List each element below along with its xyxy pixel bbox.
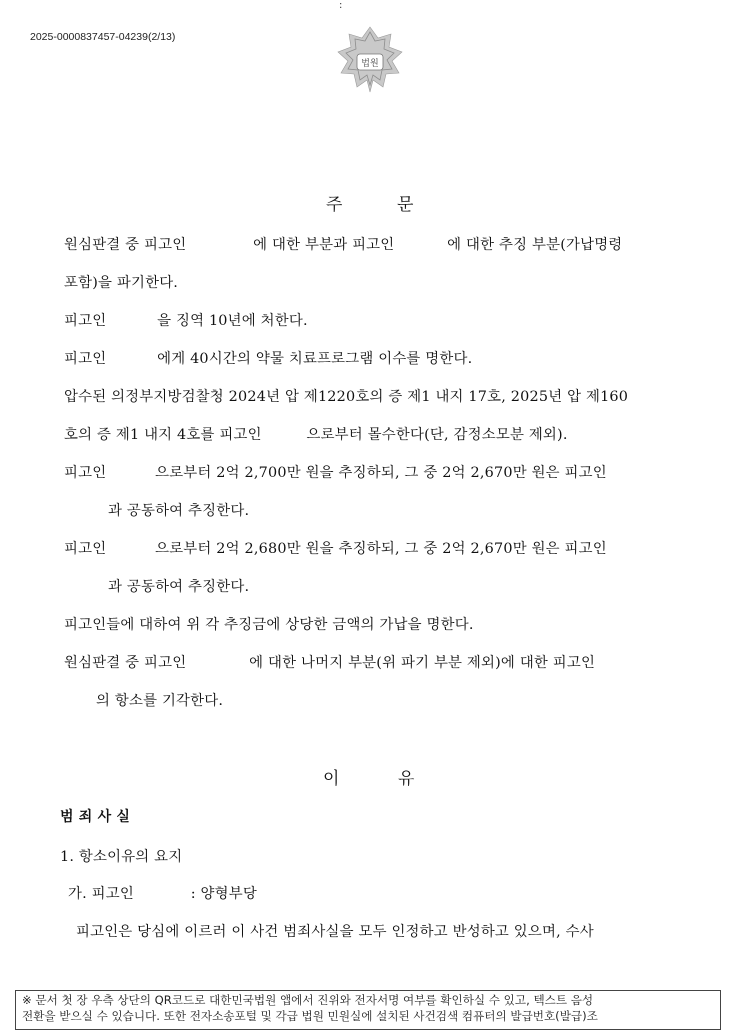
top-mark: : — [339, 0, 343, 11]
order-line-1: 원심판결 중 피고인 에 대한 부분과 피고인 에 대한 추징 부분(가납명령 — [64, 237, 623, 253]
order-heading-left: 주 — [326, 195, 343, 215]
court-seal-icon — [333, 24, 407, 96]
verification-notice — [15, 990, 721, 1030]
order-line-2: 포함)을 파기한다. — [64, 275, 179, 291]
reasons-heading-left: 이 — [323, 769, 340, 789]
appeal-item-1a: 가. 피고인 : 양형부당 — [68, 886, 257, 902]
order-heading-right: 문 — [397, 195, 414, 215]
order-line-7: 피고인 으로부터 2억 2,700만 원을 추징하되, 그 중 2억 2,670만 원은 피고인 — [64, 465, 607, 481]
order-line-8: 과 공동하여 추징한다. — [108, 503, 250, 519]
notice-line-2: 전환을 받으실 수 있습니다. 또한 전자소송포털 및 각급 법원 민원실에 설치된 사건검색 컴퓨터의 발급번호(발급)조 — [22, 1009, 598, 1023]
order-line-12: 원심판결 중 피고인 에 대한 나머지 부분(위 파기 부분 제외)에 대한 피고인 — [64, 655, 596, 671]
notice-line-1: ※ 문서 첫 장 우측 상단의 QR코드로 대한민국법원 앱에서 진위와 전자서명 여부를 확인하실 수 있고, 텍스트 음성 — [22, 993, 594, 1007]
order-line-3: 피고인 을 징역 10년에 처한다. — [64, 313, 308, 329]
order-line-5: 압수된 의정부지방검찰청 2024년 압 제1220호의 증 제1 내지 17호, 2025년 압 제160 — [64, 389, 629, 405]
order-line-6: 호의 증 제1 내지 4호를 피고인 으로부터 몰수한다(단, 감정소모분 제외). — [64, 427, 568, 443]
section-title: 범 죄 사 실 — [60, 809, 131, 825]
document-id: 2025-0000837457-04239(2/13) — [30, 31, 176, 43]
order-line-13: 의 항소를 기각한다. — [96, 693, 224, 709]
order-line-10: 과 공동하여 추징한다. — [108, 579, 250, 595]
order-line-9: 피고인 으로부터 2억 2,680만 원을 추징하되, 그 중 2억 2,670만 원은 피고인 — [64, 541, 607, 557]
order-line-4: 피고인 에게 40시간의 약물 치료프로그램 이수를 명한다. — [64, 351, 473, 367]
reasons-heading-right: 유 — [398, 769, 415, 789]
appeal-item-1: 1. 항소이유의 요지 — [60, 849, 183, 865]
order-line-11: 피고인들에 대하여 위 각 추징금에 상당한 금액의 가납을 명한다. — [64, 617, 474, 633]
seal-text: 법원 — [361, 59, 379, 69]
body-line: 피고인은 당심에 이르러 이 사건 범죄사실을 모두 인정하고 반성하고 있으며, 수사 — [76, 924, 594, 940]
